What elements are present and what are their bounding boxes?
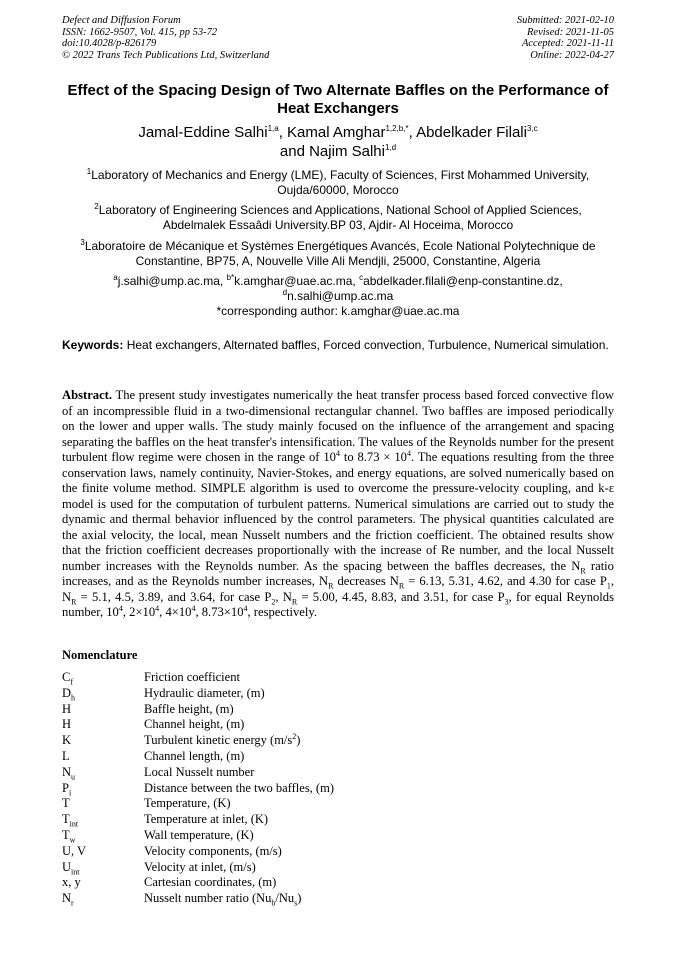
nomenclature-description (144, 796, 231, 812)
paper-title: Effect of the Spacing Design of Two Alternate Baffles on the Performance of Heat Exchangers (67, 82, 609, 117)
text-run: N (62, 764, 72, 779)
nomenclature-description (144, 891, 301, 907)
nomenclature-description (144, 765, 254, 781)
sup-text: 1,2,b,* (385, 124, 409, 133)
affiliation-3 (62, 239, 614, 269)
sub-text: f (70, 677, 74, 687)
text-run: Temperature, (K) (144, 796, 231, 811)
nomenclature-description (144, 781, 334, 797)
abstract (62, 388, 614, 621)
sup-text: 4 (191, 603, 196, 613)
nomenclature-row (62, 717, 334, 733)
sup-text: 4 (335, 448, 340, 458)
nomenclature-list (62, 670, 334, 907)
nomenclature-symbol (62, 686, 144, 702)
sup-text: 2 (94, 202, 99, 211)
journal-info (62, 15, 269, 61)
nomenclature-symbol (62, 765, 144, 781)
affiliation-1 (62, 168, 614, 198)
sup-text: 1 (86, 167, 92, 176)
sub-text: w (69, 835, 76, 845)
text-run: , Abdelkader Filali (408, 124, 527, 141)
nomenclature-symbol (62, 828, 144, 844)
text-run: Temperature at inlet, (K) (144, 812, 269, 827)
text-run: Velocity at inlet, (m/s) (144, 859, 256, 874)
text-run: Local Nusselt number (144, 764, 255, 779)
sup-text: 4 (118, 603, 123, 613)
sup-text: 4 (406, 448, 411, 458)
copyright: © 2022 Trans Tech Publications Ltd, Switzerland (62, 49, 270, 61)
sub-text: 2 (271, 597, 276, 607)
text-run: T (62, 812, 70, 827)
text-run: , 8.73×10 (195, 605, 244, 619)
text-run: T (62, 796, 70, 811)
text-run: U (62, 859, 72, 874)
text-run: Friction coefficient (144, 670, 240, 684)
nomenclature-symbol (62, 875, 144, 891)
nomenclature-description (144, 844, 282, 860)
sub-text: R (328, 581, 334, 591)
text-run: , Kamal Amghar (278, 124, 386, 141)
sub-text: R (291, 597, 298, 607)
text-run: to 8.73 × 10 (339, 450, 407, 464)
sub-text: b (271, 898, 276, 908)
text-run: abdelkader.filali@enp-constantine.dz, (363, 274, 563, 288)
sup-text: a (113, 273, 118, 282)
sub-text: R (71, 597, 77, 607)
nomenclature-row (62, 875, 334, 891)
sub-text: int (71, 867, 80, 877)
text-run: = 5.00, 4.45, 8.83, and 3.51, for case P (297, 589, 505, 604)
sub-text: R (398, 581, 405, 591)
text-run: /Nu (275, 891, 295, 906)
authors-line (62, 142, 614, 161)
nomenclature-symbol (62, 796, 144, 812)
sub-text: 3 (504, 597, 509, 607)
nomenclature-description (144, 702, 234, 718)
nomenclature-description (144, 686, 265, 702)
text-run: , N (62, 574, 614, 604)
online-date: Online: 2022-04-27 (530, 49, 614, 61)
issn: ISSN: 1662-9507, Vol. 415, pp 53-72 (62, 26, 218, 38)
nomenclature-row (62, 733, 334, 749)
dates (517, 15, 614, 61)
nomenclature-symbol (62, 844, 144, 860)
keywords (62, 338, 614, 353)
keywords-text: Heat exchangers, Alternated baffles, Forced convection, Turbulence, Numerical simulation. (123, 338, 609, 352)
nomenclature-description (144, 860, 256, 876)
sub-text: 1 (606, 581, 611, 591)
nomenclature-description (144, 670, 240, 686)
text-run: L (62, 748, 70, 763)
text-run: K (62, 733, 72, 748)
nomenclature-symbol (62, 781, 144, 797)
text-run: . The equations resulting from the three conservation laws, namely continuity, Navier-Stokes, and energy equations, are solved numerically based on the finite volume method. SIMPLE algorithm is used to overcome the pressure-velocity coupling, and k-ε model is used for the computation of turbulent patterns. Numerical simulations are carried out to study the dynamic and thermal behavior influenced by the control parameters. The physical quantities calculated are the axial velocity, the local, mean Nusselt numbers and the friction coefficient. The obtained results show that the friction coefficient decreases proportionally with the increase of Re number, and the local Nusselt number increases with the Reynolds number. As the spacing between the baffles decreases, the N (62, 450, 615, 573)
text-run: Laboratoire de Mécanique et Systèmes Energétiques Avancés, Ecole National Polytechnique de Constantine, BP75, A, Nouvelle Ville Ali Mendjli, 25000, Constantine, Algeria (84, 239, 596, 268)
text-run: H (62, 701, 72, 716)
text-run: Laboratory of Engineering Sciences and Applications, National School of Applied Sciences, Abdelmalek Essaâdi University.BP 03, Ajdir- Al Hoceima, Morocco (98, 203, 582, 232)
text-run: k.amghar@uae.ac.ma, (234, 274, 360, 288)
text-run: Velocity components, (m/s) (144, 843, 282, 858)
nomenclature-symbol (62, 860, 144, 876)
nomenclature-row (62, 765, 334, 781)
text-run: j.salhi@ump.ac.ma, (117, 274, 227, 288)
sub-text: r (71, 898, 74, 908)
text-run: Channel length, (m) (144, 748, 245, 763)
doi: doi:10.4028/p-826179 (62, 38, 157, 49)
authors-line (62, 123, 614, 142)
text-run: The present study investigates numerically the heat transfer process based forced convective flow of an incompressible fluid in a two-dimensional rectangular channel. Two baffles are imposed periodically on the lower and upper walls. The study mainly focused on the influence of the arrangement and spacing separating the baffles on the heat transfer's intensification. The values of the Reynolds number for the present turbulent flow regime were chosen in the range of 10 (62, 388, 614, 464)
sup-text: 1,a (267, 124, 279, 133)
nomenclature-row (62, 702, 334, 718)
nomenclature-row (62, 670, 334, 686)
text-run: Wall temperature, (K) (144, 827, 254, 842)
text-run: Nusselt number ratio (Nu (144, 891, 272, 906)
sup-text: b* (226, 273, 235, 282)
text-run: D (62, 685, 72, 700)
nomenclature-title: Nomenclature (62, 648, 138, 662)
nomenclature-row (62, 860, 334, 876)
text-run: , respectively. (247, 605, 317, 619)
nomenclature-description (144, 812, 268, 828)
nomenclature-row (62, 891, 334, 907)
sub-text: u (71, 772, 76, 782)
text-run: Turbulent kinetic energy (m/s (144, 733, 293, 748)
abstract-label: Abstract. (62, 388, 113, 402)
nomenclature-description (144, 717, 244, 733)
text-run: ) (297, 891, 302, 906)
sup-text: d (282, 288, 288, 297)
text-run: ) (296, 733, 301, 748)
text-run: U, V (62, 843, 87, 858)
nomenclature-symbol (62, 733, 144, 749)
nomenclature-row (62, 686, 334, 702)
text-run: , 4×10 (159, 605, 192, 619)
submitted-date: Submitted: 2021-02-10 (516, 15, 614, 26)
text-run: Cartesian coordinates, (m) (144, 875, 277, 890)
text-run: and Najim Salhi (279, 143, 385, 160)
affiliation-2 (62, 203, 614, 233)
sub-text: i (68, 788, 72, 798)
keywords-label: Keywords: (62, 338, 124, 352)
nomenclature-symbol (62, 891, 144, 907)
sub-text: h (71, 693, 76, 703)
authors (62, 123, 614, 161)
text-run: *corresponding author: k.amghar@uae.ac.ma (216, 304, 460, 318)
sub-text: R (580, 566, 586, 576)
sup-text: c (359, 273, 364, 282)
accepted-date: Accepted: 2021-11-11 (521, 38, 614, 49)
text-run: , 2×10 (122, 605, 156, 619)
nomenclature-symbol (62, 749, 144, 765)
text-run: , N (275, 589, 292, 604)
sup-text: 2 (292, 732, 297, 742)
emails (62, 274, 614, 319)
text-run: decreases N (333, 574, 399, 588)
nomenclature-symbol (62, 670, 144, 686)
text-run: Distance between the two baffles, (m) (144, 780, 334, 795)
sup-text: 1,d (384, 143, 397, 152)
abstract-text (62, 388, 614, 619)
nomenclature-row (62, 749, 334, 765)
nomenclature-symbol (62, 812, 144, 828)
sub-text: s (294, 898, 298, 908)
text-run: H (62, 717, 72, 732)
sup-text: 4 (243, 603, 248, 613)
text-run: Baffle height, (m) (144, 701, 234, 716)
revised-date: Revised: 2021-11-05 (527, 26, 614, 38)
text-run: x, y (62, 875, 81, 890)
nomenclature-symbol (62, 717, 144, 733)
text-run: n.salhi@ump.ac.ma (287, 289, 394, 303)
text-run: P (62, 780, 69, 795)
text-run: , for equal Reynolds number, 10 (62, 589, 614, 619)
nomenclature-description (144, 828, 254, 844)
sup-text: 3 (80, 238, 85, 247)
nomenclature-description (144, 749, 244, 765)
journal-name: Defect and Diffusion Forum (62, 15, 181, 26)
text-run: T (62, 827, 70, 842)
text-run: Hydraulic diameter, (m) (144, 685, 265, 700)
nomenclature-row (62, 781, 334, 797)
text-run: ratio increases, and as the Reynolds number increases, N (62, 558, 614, 588)
nomenclature-row (62, 844, 334, 860)
text-run: = 5.1, 4.5, 3.89, and 3.64, for case P (76, 589, 272, 604)
text-run: Laboratory of Mechanics and Energy (LME), Faculty of Sciences, First Mohammed University, Oujda/60000, Morocco (91, 168, 590, 197)
nomenclature-row (62, 812, 334, 828)
text-run: Channel height, (m) (144, 717, 245, 732)
nomenclature-row (62, 796, 334, 812)
sub-text: int (69, 819, 79, 829)
text-run: C (62, 670, 71, 684)
text-run: N (62, 891, 72, 906)
nomenclature-row (62, 828, 334, 844)
nomenclature-description (144, 875, 276, 891)
nomenclature-description (144, 733, 300, 749)
sup-text: 3,c (526, 124, 538, 133)
text-run: Jamal-Eddine Salhi (138, 124, 268, 141)
sup-text: 4 (155, 603, 160, 613)
nomenclature-symbol (62, 702, 144, 718)
text-run: = 6.13, 5.31, 4.62, and 4.30 for case P (404, 574, 607, 588)
